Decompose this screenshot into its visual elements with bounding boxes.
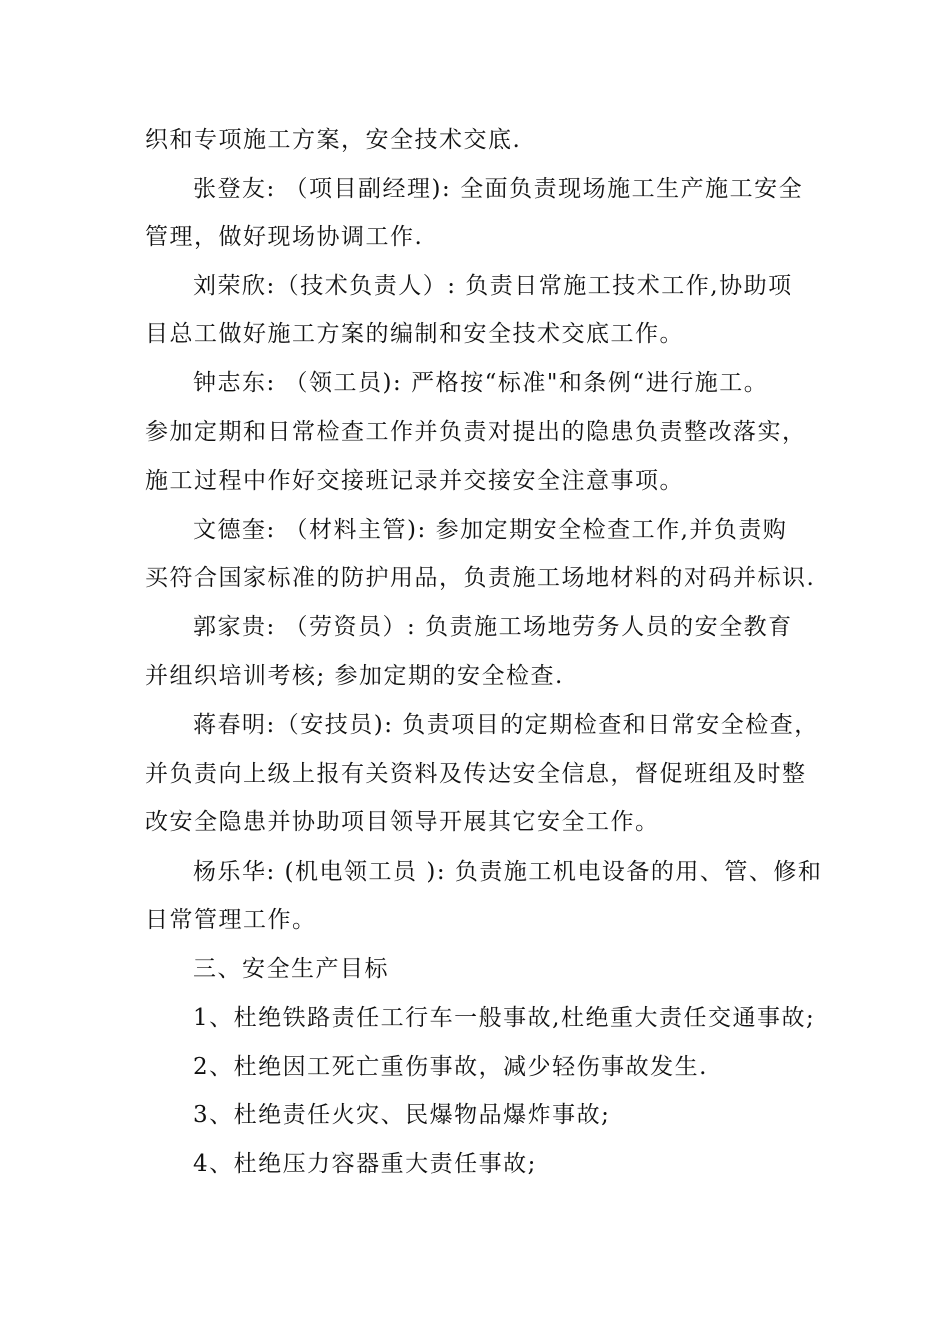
text-line: 刘荣欣:（技术负责人）: 负责日常施工技术工作,协助项 xyxy=(193,273,793,299)
text-line: 管理，做好现场协调工作. xyxy=(145,224,424,250)
text-line: 钟志东: （领工员): 严格按“标准"和条例“进行施工。 xyxy=(193,370,769,396)
text-line: 日常管理工作。 xyxy=(145,907,317,933)
text-line: 织和专项施工方案，安全技术交底. xyxy=(145,127,522,153)
section-heading: 三、安全生产目标 xyxy=(193,956,389,982)
text-line: 施工过程中作好交接班记录并交接安全注意事项。 xyxy=(145,468,684,494)
list-item: 2、杜绝因工死亡重伤事故，减少轻伤事故发生. xyxy=(193,1054,708,1080)
text-line: 文德奎: （材料主管): 参加定期安全检查工作,并负责购 xyxy=(193,517,788,543)
text-line: 参加定期和日常检查工作并负责对提出的隐患负责整改落实， xyxy=(145,419,807,445)
text-line: 蒋春明:（安技员): 负责项目的定期检查和日常安全检查， xyxy=(193,712,819,738)
list-item: 4、杜绝压力容器重大责任事故; xyxy=(193,1151,537,1177)
text-line: 张登友: （项目副经理): 全面负责现场施工生产施工安全 xyxy=(193,176,804,202)
text-line: 买符合国家标准的防护用品，负责施工场地材料的对码并标识. xyxy=(145,565,816,591)
text-line: 改安全隐患并协助项目领导开展其它安全工作。 xyxy=(145,809,660,835)
list-item: 1、杜绝铁路责任工行车一般事故,杜绝重大责任交通事故; xyxy=(193,1005,816,1031)
text-line: 郭家贵: （劳资员）: 负责施工场地劳务人员的安全教育 xyxy=(193,614,793,640)
text-line: 并负责向上级上报有关资料及传达安全信息，督促班组及时整 xyxy=(145,761,807,787)
text-line: 目总工做好施工方案的编制和安全技术交底工作。 xyxy=(145,321,684,347)
text-line: 并组织培训考核; 参加定期的安全检查. xyxy=(145,663,564,689)
text-line: 杨乐华: (机电领工员 ): 负责施工机电设备的用、管、修和 xyxy=(193,859,823,885)
list-item: 3、杜绝责任火灾、民爆物品爆炸事故; xyxy=(193,1102,611,1128)
